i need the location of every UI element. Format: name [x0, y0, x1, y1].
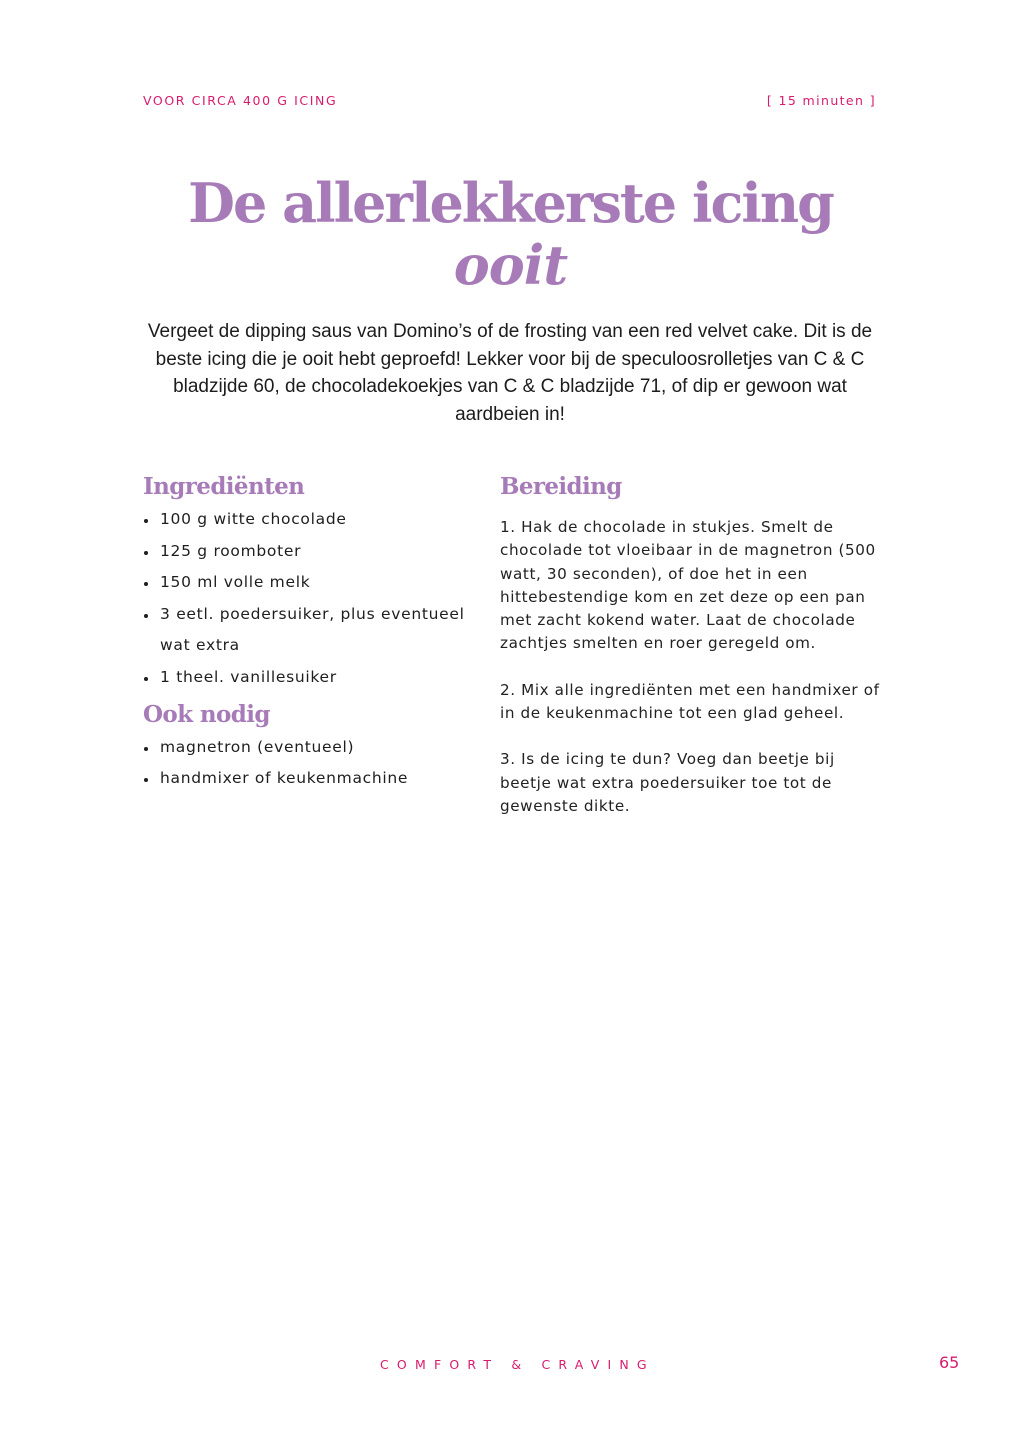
method-steps	[500, 516, 885, 818]
method-step: 2. Mix alle ingrediënten met een handmixer of in de keukenmachine tot een glad geheel.	[500, 680, 880, 723]
ingredients-list	[143, 504, 473, 694]
method-heading: Bereiding	[500, 473, 622, 500]
ingredient-item: 150 ml volle melk	[143, 567, 473, 599]
yield-label: VOOR CIRCA 400 G ICING	[143, 93, 338, 108]
recipe-title	[0, 172, 1021, 296]
equipment-item: handmixer of keukenmachine	[143, 763, 473, 795]
equipment-list	[143, 732, 473, 795]
prep-time-label: [ 15 minuten ]	[766, 93, 876, 108]
left-column	[143, 470, 473, 795]
ingredient-item: 100 g witte chocolade	[143, 504, 473, 536]
recipe-title-line1: De allerlekkerste icing	[188, 171, 833, 235]
method-step: 1. Hak de chocolade in stukjes. Smelt de chocolade tot vloeibaar in de magnetron (500 watt, 30 seconden), of doe het in een hittebestendige kom en zet deze op een pan met zacht kokend water. Laat de chocolade zachtjes smelten en roer geregeld om.	[500, 518, 876, 653]
equipment-item: magnetron (eventueel)	[143, 732, 473, 764]
right-column	[500, 470, 885, 841]
ingredient-item: 1 theel. vanillesuiker	[143, 662, 473, 694]
ingredient-item: 3 eetl. poedersuiker, plus eventueel wat extra	[143, 599, 473, 662]
recipe-meta-bar	[143, 93, 876, 108]
recipe-title-line2: ooit	[453, 233, 568, 297]
page-number: 65	[939, 1353, 960, 1372]
ingredient-item: 125 g roomboter	[143, 536, 473, 568]
method-step: 3. Is de icing te dun? Voeg dan beetje bij beetje wat extra poedersuiker toe tot de gewenste dikte.	[500, 750, 835, 815]
book-title-footer: COMFORT & CRAVING	[380, 1357, 655, 1372]
recipe-intro: Vergeet de dipping saus van Domino’s of de frosting van een red velvet cake. Dit is de beste icing die je ooit hebt geproefd! Lekker voor bij de speculoosrolletjes van C & C bladzijde 60, de chocoladekoekjes van C & C bladzijde 71, of dip er gewoon wat aardbeien in!	[147, 321, 873, 425]
equipment-heading: Ook nodig	[143, 700, 270, 728]
ingredients-heading: Ingrediënten	[143, 473, 305, 500]
